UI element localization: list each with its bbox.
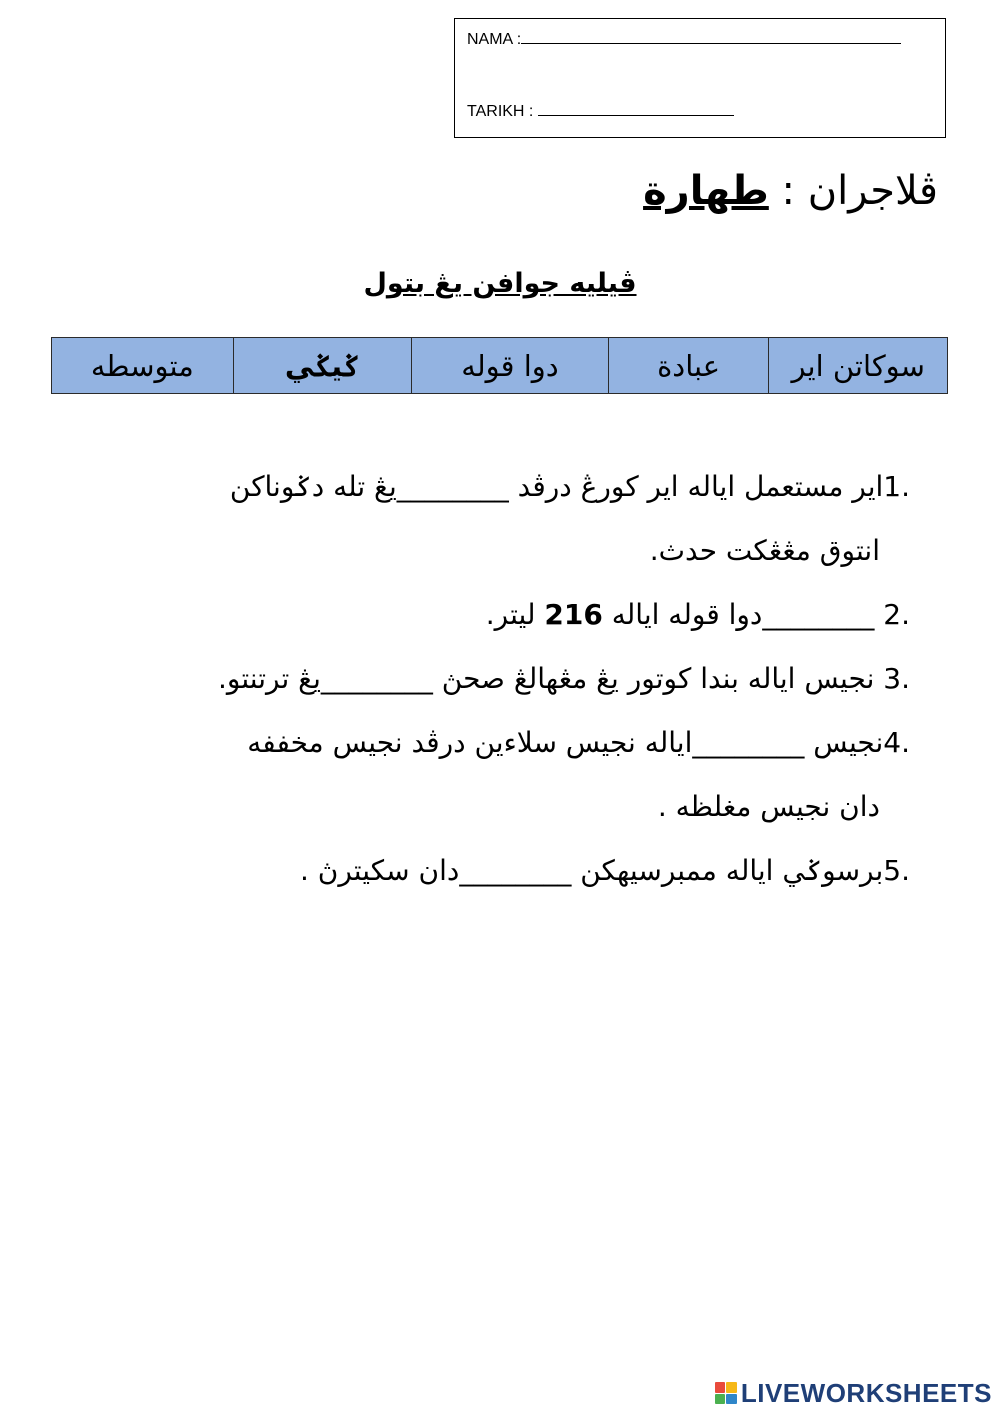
question-number: 4.	[883, 726, 910, 759]
question-number: 2.	[883, 598, 910, 631]
word-bank-item[interactable]: دوا قوله	[411, 338, 608, 393]
question-item[interactable]	[60, 583, 910, 647]
question-text: ________دوا قوله اياله	[602, 598, 884, 631]
instruction-heading: ڤيليه جوافن يڠ بتول	[363, 268, 637, 299]
question-continuation: انتوق مڠڠكت حدث.	[649, 534, 880, 567]
question-continuation: دان نجيس مغلظه .	[657, 790, 880, 823]
student-info-box	[454, 18, 946, 138]
question-number-value: 216	[544, 598, 603, 631]
question-text-end: ليتر.	[485, 598, 545, 631]
question-list	[60, 455, 910, 903]
liveworksheets-logo-icon	[715, 1382, 737, 1404]
date-row	[467, 101, 734, 121]
question-item[interactable]	[60, 711, 910, 839]
question-number: 1.	[883, 470, 910, 503]
question-text: برسوݢي اياله ممبرسيهكن ________دان سكيترڽ .	[299, 854, 884, 887]
name-label: NAMA :	[467, 31, 522, 48]
word-bank-item[interactable]: ݢيݢي	[233, 338, 412, 393]
word-bank-item[interactable]: عبادة	[608, 338, 769, 393]
question-item[interactable]	[60, 839, 910, 903]
question-number: 3.	[883, 662, 910, 695]
word-bank-item[interactable]: متوسطه	[52, 338, 233, 393]
word-bank	[51, 337, 948, 394]
liveworksheets-footer	[715, 1377, 992, 1408]
title-prefix: ڤلاجران :	[781, 168, 938, 214]
name-row	[467, 29, 901, 49]
name-line[interactable]	[521, 29, 901, 44]
question-number: 5.	[883, 854, 910, 887]
lesson-title	[643, 168, 938, 214]
question-item[interactable]	[60, 455, 910, 583]
brand-wordmark: LIVEWORKSHEETS	[740, 1377, 992, 1408]
question-text: اير مستعمل اياله اير كورڠ درڤد ________يڠ تله دݢوناكن	[229, 470, 884, 503]
date-line[interactable]	[538, 101, 734, 116]
title-topic: طهارة	[643, 168, 769, 214]
question-text: نجيس ________اياله نجيس سلاءين درڤد نجيس مخففه	[247, 726, 884, 759]
word-bank-item[interactable]: سوكاتن اير	[768, 338, 947, 393]
question-text: نجيس اياله بندا كوتور يڠ مڠهالڠ صحڽ ________يڠ ترتنتو.	[217, 662, 884, 695]
question-item[interactable]	[60, 647, 910, 711]
date-label: TARIKH :	[467, 103, 534, 120]
